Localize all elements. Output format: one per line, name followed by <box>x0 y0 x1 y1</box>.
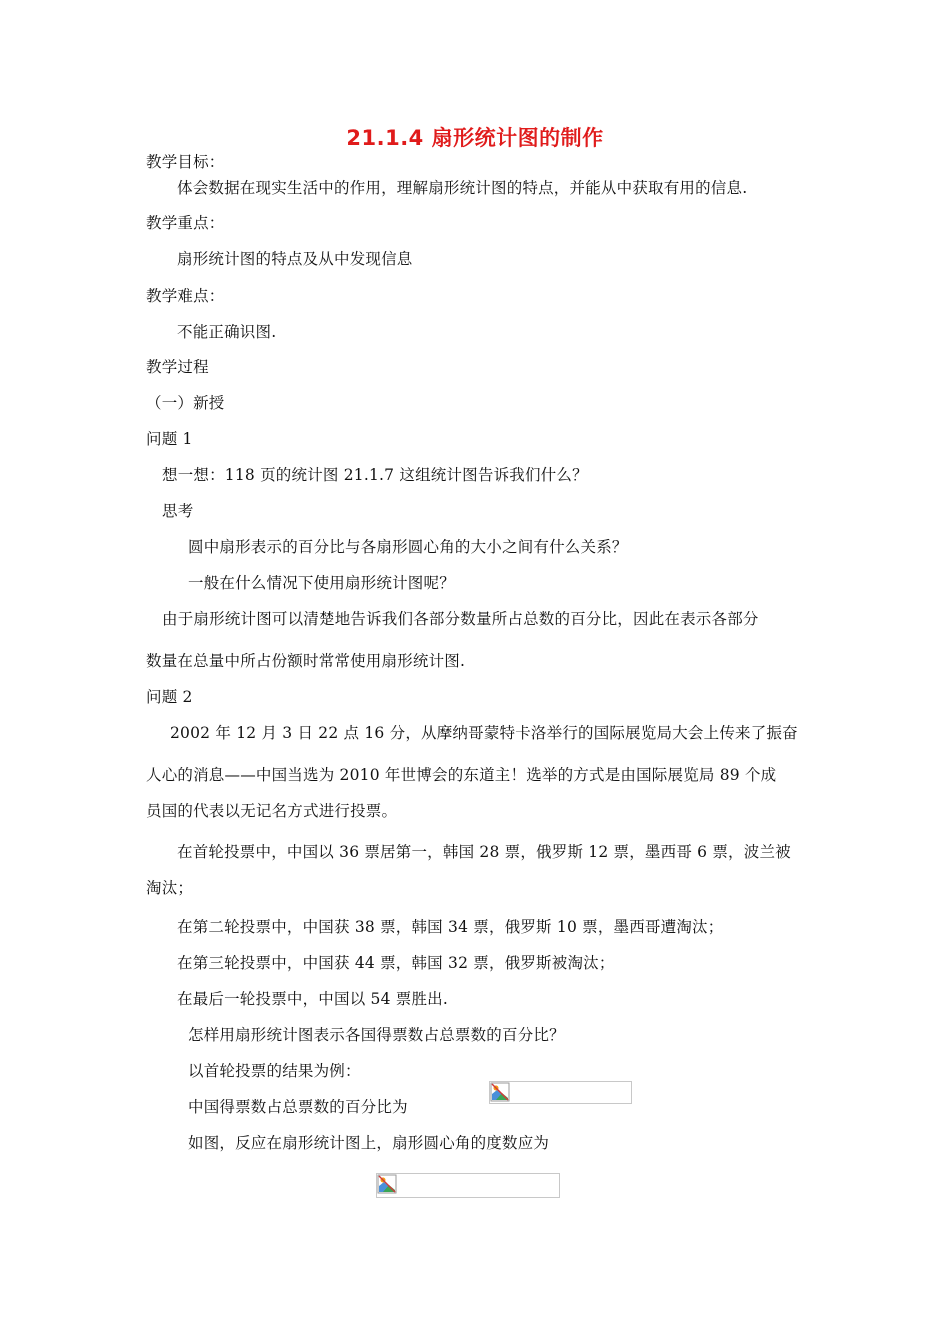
paragraph-how-to-represent: 怎样用扇形统计图表示各国得票数占总票数的百分比？ <box>188 1026 565 1044</box>
paragraph-round-1-line-2: 淘汰； <box>146 879 194 897</box>
formula-image-placeholder-1 <box>489 1081 632 1104</box>
paragraph-china-percentage: 中国得票数占总票数的百分比为 <box>188 1098 408 1116</box>
paragraph-expo-line-1: 2002 年 12 月 3 日 22 点 16 分，从摩纳哥蒙特卡洛举行的国际展览局大会上传来了振奋 <box>170 724 798 742</box>
paragraph-round-3: 在第三轮投票中，中国获 44 票，韩国 32 票，俄罗斯被淘汰； <box>177 954 615 972</box>
paragraph-expo-line-3: 员国的代表以无记名方式进行投票。 <box>146 802 398 820</box>
question-1-prompt: 想一想：118 页的统计图 21.1.7 这组统计图告诉我们什么？ <box>162 466 588 484</box>
paragraph-final-round: 在最后一轮投票中，中国以 54 票胜出. <box>177 990 449 1008</box>
section-heading-difficulties: 教学难点： <box>146 287 225 305</box>
section-heading-objectives: 教学目标： <box>146 153 225 171</box>
think-heading: 思考 <box>162 502 194 520</box>
paragraph-pie-usage-line-2: 数量在总量中所占份额时常常使用扇形统计图. <box>146 652 466 670</box>
question-2-heading: 问题 2 <box>146 688 193 706</box>
paragraph-central-angle: 如图，反应在扇形统计图上，扇形圆心角的度数应为 <box>188 1134 550 1152</box>
think-question-2: 一般在什么情况下使用扇形统计图呢？ <box>188 574 455 592</box>
section-heading-key-points: 教学重点： <box>146 214 225 232</box>
broken-image-icon <box>377 1174 397 1194</box>
formula-image-placeholder-2 <box>376 1173 560 1198</box>
paragraph-pie-usage-line-1: 由于扇形统计图可以清楚地告诉我们各部分数量所占总数的百分比，因此在表示各部分 <box>162 610 759 628</box>
section-heading-process: 教学过程 <box>146 358 209 376</box>
paragraph-objectives: 体会数据在现实生活中的作用，理解扇形统计图的特点，并能从中获取有用的信息. <box>177 179 748 197</box>
paragraph-difficulties: 不能正确识图. <box>177 323 277 341</box>
broken-image-icon <box>490 1082 510 1102</box>
paragraph-example-intro: 以首轮投票的结果为例： <box>188 1062 361 1080</box>
paragraph-expo-line-2: 人心的消息——中国当选为 2010 年世博会的东道主！选举的方式是由国际展览局 89 个成 <box>146 766 777 784</box>
document-title: 21.1.4 扇形统计图的制作 <box>346 126 604 150</box>
paragraph-key-points: 扇形统计图的特点及从中发现信息 <box>177 250 413 268</box>
paragraph-round-2: 在第二轮投票中，中国获 38 票，韩国 34 票，俄罗斯 10 票，墨西哥遭淘汰； <box>177 918 724 936</box>
paragraph-round-1-line-1: 在首轮投票中，中国以 36 票居第一，韩国 28 票，俄罗斯 12 票，墨西哥 6 票，波兰被 <box>177 843 791 861</box>
question-1-heading: 问题 1 <box>146 430 193 448</box>
subsection-heading-new-lesson: （一）新授 <box>146 394 225 412</box>
think-question-1: 圆中扇形表示的百分比与各扇形圆心角的大小之间有什么关系？ <box>188 538 628 556</box>
